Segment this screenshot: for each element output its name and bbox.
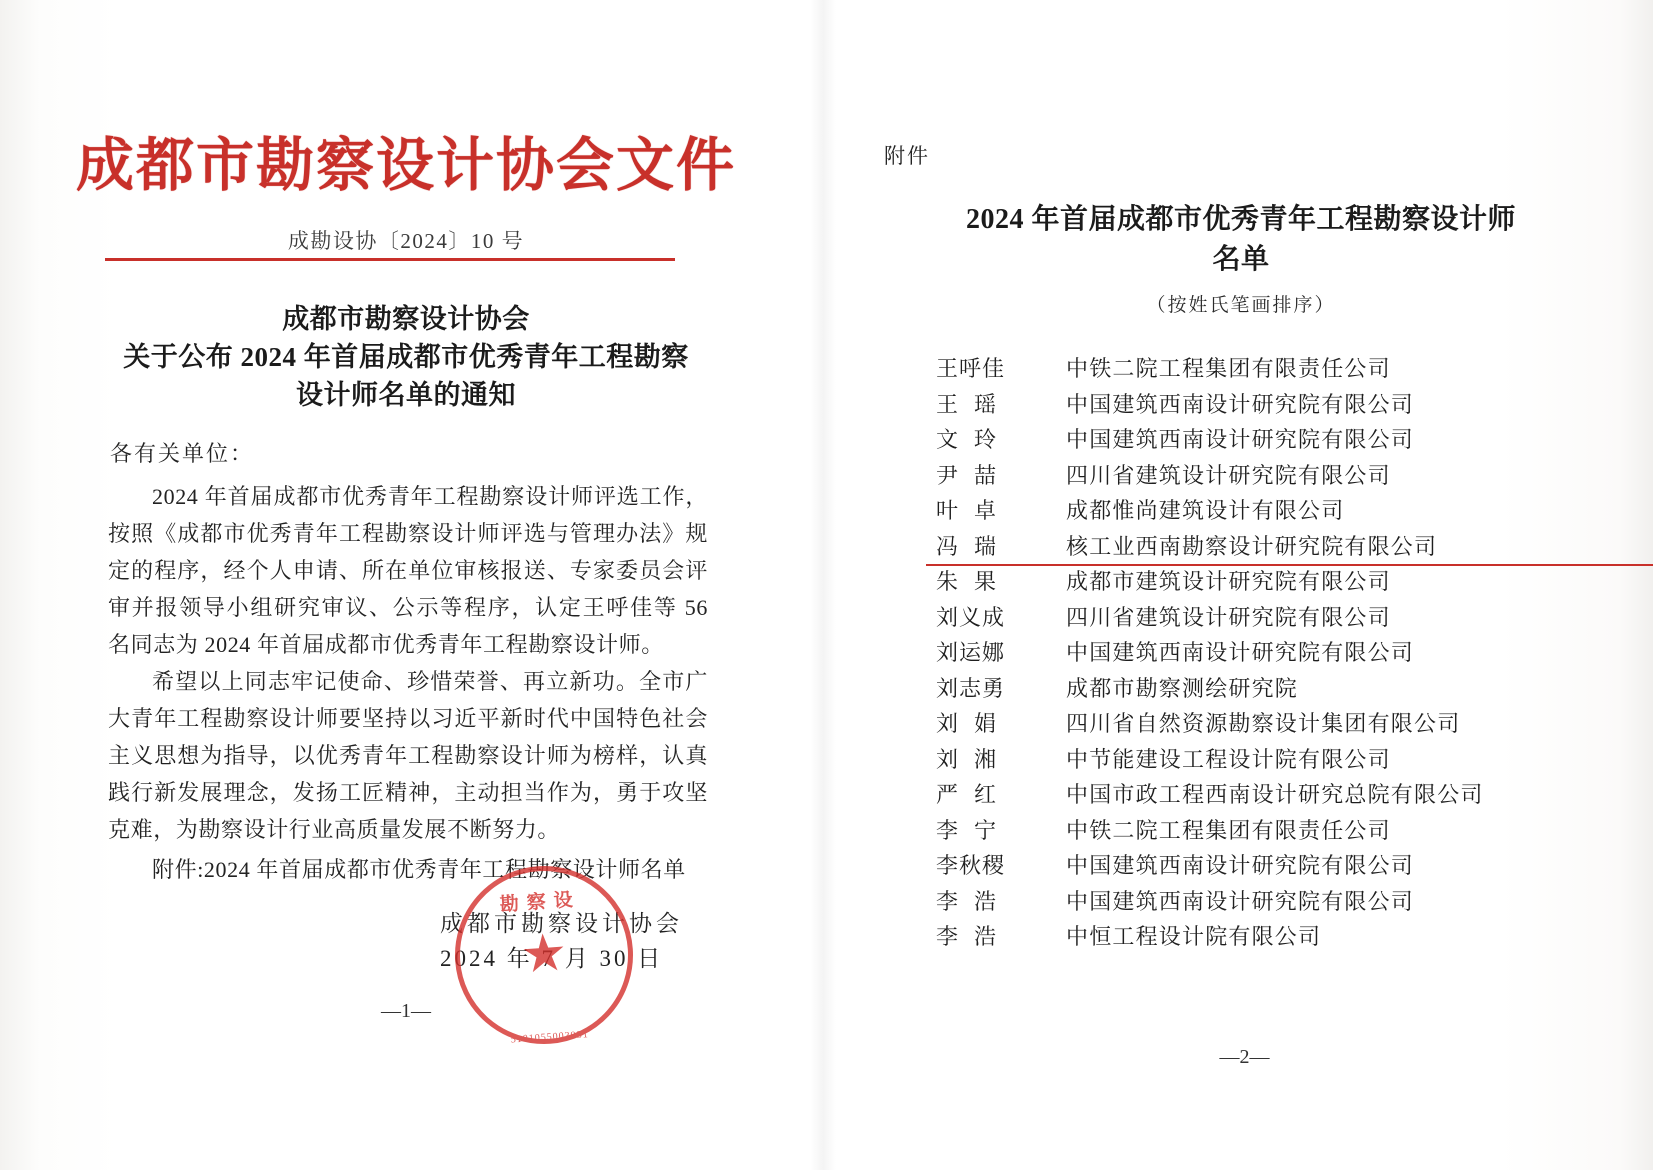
awardee-organization: 中铁二院工程集团有限责任公司 (1066, 356, 1391, 381)
awardee-organization: 中国建筑西南设计研究院有限公司 (1066, 391, 1415, 417)
awardee-organization: 四川省自然资源勘察设计集团有限公司 (1066, 711, 1461, 736)
roster-row (936, 672, 1636, 708)
awardee-name: 冯瑞 (936, 533, 1013, 559)
awardee-organization: 成都惟尚建筑设计有限公司 (1066, 498, 1345, 523)
awardee-name: 严红 (936, 782, 1013, 807)
awardee-name: 王呼佳 (936, 356, 1006, 381)
notice-title (96, 300, 716, 414)
awardee-name: 李秋稷 (936, 853, 1006, 878)
roster-row (936, 352, 1636, 388)
notice-title-line-2: 关于公布 2024 年首届成都市优秀青年工程勘察 (123, 342, 689, 372)
page-marker-1: —1— (381, 1000, 431, 1022)
awardee-organization: 成都市勘察测绘研究院 (1066, 675, 1299, 701)
attachment-title-line-2: 名单 (1212, 244, 1270, 275)
attachment-title (876, 200, 1606, 280)
letterhead-title: 成都市勘察设计协会文件 (75, 131, 736, 199)
roster-row (936, 494, 1636, 530)
page-gutter-shadow (810, 0, 836, 1170)
notice-paragraph-2: 希望以上同志牢记使命、珍惜荣誉、再立新功。全市广大青年工程勘察设计师要坚持以习近平新时代中国特色社会主义思想为指导，以优秀青年工程勘察设计师为榜样，认真践行新发展理念，发扬工匠精神，主动担当作为，勇于攻坚克难，为勘察设计行业高质量发展不断努力。 (108, 669, 708, 842)
roster-row (936, 920, 1636, 956)
attachment-reference: 附件:2024 年首届成都市优秀青年工程勘察设计师名单 (152, 857, 686, 882)
awardee-name: 刘运娜 (936, 640, 1006, 665)
notice-body (108, 478, 708, 848)
awardee-name: 尹喆 (936, 462, 1013, 488)
roster-row (936, 459, 1636, 495)
notice-title-line-3: 设计师名单的通知 (296, 380, 516, 410)
roster-row (936, 885, 1636, 921)
awardee-organization: 中国建筑西南设计研究院有限公司 (1066, 640, 1415, 665)
attachment-subtitle: （按姓氏笔画排序） (1146, 295, 1336, 316)
roster-row (936, 849, 1636, 885)
awardee-name: 朱果 (936, 569, 1013, 594)
awardee-organization: 核工业西南勘察设计研究院有限公司 (1066, 533, 1438, 559)
awardee-name: 刘义成 (936, 604, 1006, 630)
awardee-organization: 中节能建设工程设计院有限公司 (1066, 746, 1391, 772)
awardee-name: 李宁 (936, 817, 1013, 843)
seal-arc-text: 勘察设 (499, 889, 582, 916)
awardee-organization: 中国建筑西南设计研究院有限公司 (1066, 427, 1415, 452)
letterhead-red-rule (105, 258, 675, 261)
awardee-name: 刘志勇 (936, 675, 1006, 701)
roster-row (936, 530, 1636, 566)
awardee-organization: 中国建筑西南设计研究院有限公司 (1066, 888, 1415, 914)
seal-code: 5101055003931 (510, 1029, 590, 1046)
attachment-title-line-1: 2024 年首届成都市优秀青年工程勘察设计师 (965, 204, 1516, 235)
awardee-roster (936, 352, 1636, 956)
attachment-label: 附件 (884, 144, 930, 168)
attachment-page (836, 0, 1653, 1170)
roster-row (936, 814, 1636, 850)
roster-row (936, 388, 1636, 424)
roster-row (936, 601, 1636, 637)
roster-row (936, 423, 1636, 459)
roster-row (936, 636, 1636, 672)
notice-page (0, 0, 812, 1170)
signature-date: 2024 年 7 月 30 日 (440, 946, 664, 971)
roster-row (936, 778, 1636, 814)
notice-paragraph-1: 2024 年首届成都市优秀青年工程勘察设计师评选工作，按照《成都市优秀青年工程勘察设计师评选与管理办法》规定的程序，经个人申请、所在单位审核报送、专家委员会评审并报领导小组研究审议、公示等程序，认定王呼佳等 56 名同志为 2024 年首届成都市优秀青年工程勘察设计师。 (108, 484, 708, 657)
awardee-name: 李浩 (936, 888, 1013, 914)
awardee-name: 叶卓 (936, 498, 1013, 523)
roster-row (936, 707, 1636, 743)
awardee-organization: 四川省建筑设计研究院有限公司 (1066, 604, 1391, 630)
salutation: 各有关单位： (110, 441, 255, 466)
awardee-name: 刘湘 (936, 746, 1013, 772)
roster-row (936, 565, 1636, 601)
notice-title-line-1: 成都市勘察设计协会 (282, 304, 530, 334)
awardee-organization: 中国建筑西南设计研究院有限公司 (1066, 853, 1415, 878)
signer-name: 成都市勘察设计协会 (440, 911, 683, 936)
document-number: 成勘设协〔2024〕10 号 (287, 229, 525, 253)
page-marker-2: —2— (1219, 1046, 1270, 1068)
awardee-organization: 中恒工程设计院有限公司 (1066, 924, 1322, 949)
roster-row (936, 743, 1636, 779)
awardee-name: 文玲 (936, 427, 1013, 452)
awardee-organization: 四川省建筑设计研究院有限公司 (1066, 462, 1391, 488)
awardee-name: 李浩 (936, 924, 1013, 949)
awardee-name: 刘娟 (936, 711, 1013, 736)
awardee-organization: 中铁二院工程集团有限责任公司 (1066, 817, 1391, 843)
awardee-name: 王瑶 (936, 391, 1013, 417)
awardee-organization: 成都市建筑设计研究院有限公司 (1066, 569, 1391, 594)
awardee-organization: 中国市政工程西南设计研究总院有限公司 (1066, 782, 1484, 807)
